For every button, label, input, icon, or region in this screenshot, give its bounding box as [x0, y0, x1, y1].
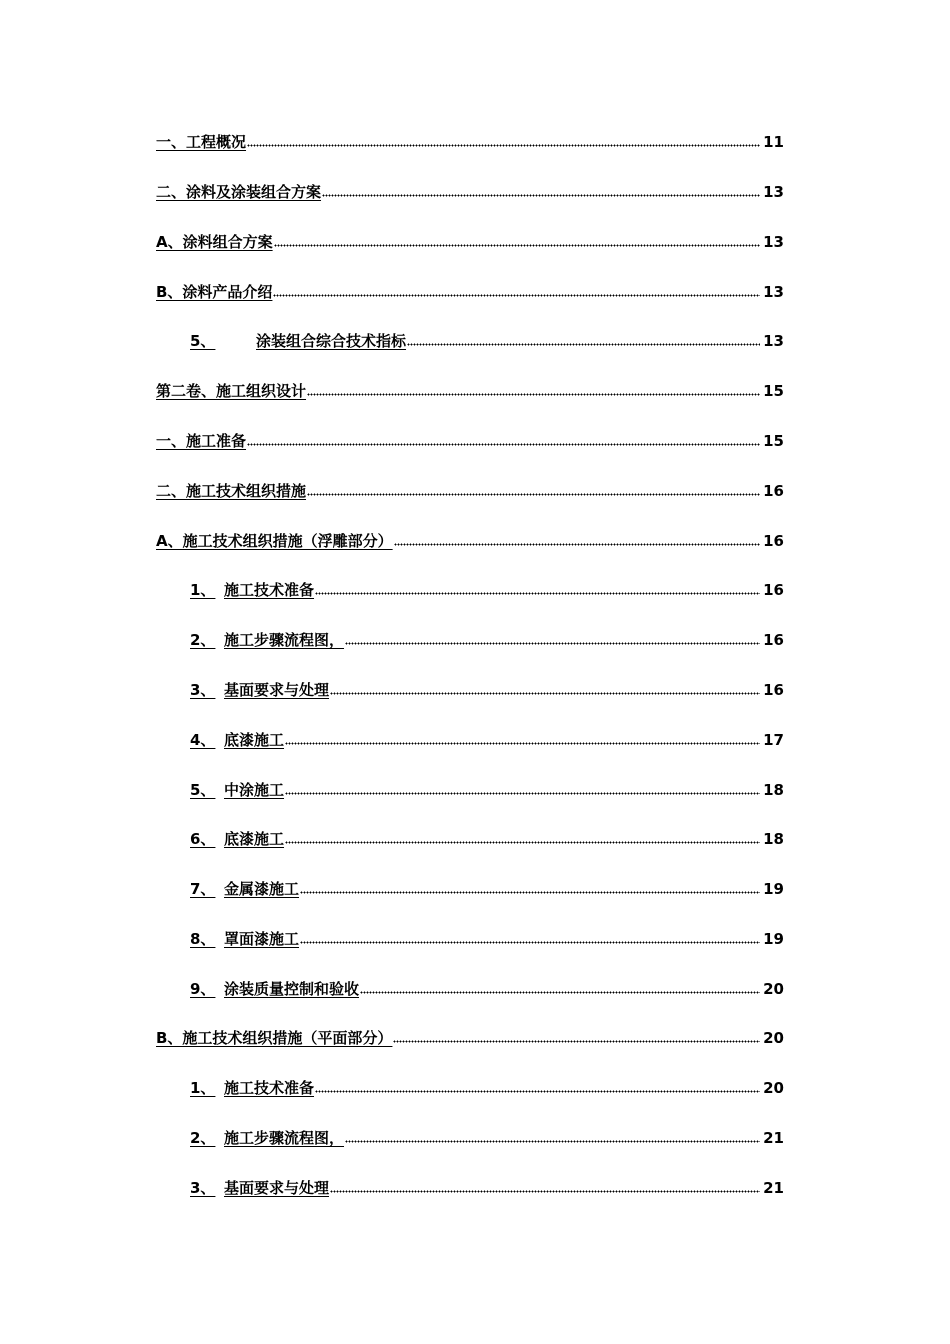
- toc-entry-title: 底漆施工: [224, 830, 285, 848]
- toc-entry-title: 涂装质量控制和验收: [224, 980, 360, 998]
- toc-entry-link[interactable]: [190, 580, 314, 600]
- toc-page-number: 20: [763, 1029, 784, 1047]
- dot-leader: [322, 182, 760, 202]
- toc-page-number: 11: [763, 133, 784, 151]
- toc-page-number: 20: [763, 1079, 784, 1097]
- toc-page-number: 13: [763, 233, 784, 251]
- toc-entry-title: 施工技术准备: [224, 581, 315, 599]
- toc-entry-number: 3、: [190, 1179, 216, 1197]
- toc-entry-relief-flowchart[interactable]: [190, 626, 784, 650]
- toc-entry-relief-measures[interactable]: [156, 527, 784, 551]
- toc-entry-link[interactable]: [190, 1128, 344, 1148]
- toc-page-number: 13: [763, 283, 784, 301]
- toc-entry-link[interactable]: [190, 829, 284, 849]
- toc-entry-relief-quality[interactable]: [190, 975, 784, 999]
- toc-entry-flat-flowchart[interactable]: [190, 1124, 784, 1148]
- toc-entry-link[interactable]: [190, 879, 299, 899]
- toc-entry-number: 5、: [190, 332, 216, 350]
- toc-entry-number: 4、: [190, 731, 216, 749]
- toc-entry-title: A、施工技术组织措施（浮雕部分）: [156, 532, 393, 550]
- toc-entry-relief-tech-prep[interactable]: [190, 576, 784, 600]
- toc-entry-link[interactable]: [156, 1028, 392, 1048]
- toc-page-number: 19: [763, 880, 784, 898]
- toc-page-number: 16: [763, 482, 784, 500]
- toc-entry-coating-combination[interactable]: [156, 228, 784, 252]
- dot-leader: [300, 879, 760, 899]
- toc-entry-product-intro[interactable]: [156, 278, 784, 302]
- toc-page-number: 16: [763, 532, 784, 550]
- toc-page-number: 16: [763, 581, 784, 599]
- toc-entry-volume-two[interactable]: [156, 377, 784, 401]
- toc-entry-title: B、涂料产品介绍: [156, 283, 273, 301]
- toc-page-number: 21: [763, 1179, 784, 1197]
- toc-entry-technical-measures[interactable]: [156, 477, 784, 501]
- toc-entry-title: 第二卷、施工组织设计: [156, 382, 307, 400]
- toc-entry-number: 1、: [190, 581, 216, 599]
- toc-page-number: 18: [763, 830, 784, 848]
- dot-leader: [345, 630, 760, 650]
- toc-page-number: 13: [763, 183, 784, 201]
- toc-entry-number: 8、: [190, 930, 216, 948]
- dot-leader: [315, 1078, 760, 1098]
- toc-entry-number: 2、: [190, 631, 216, 649]
- toc-entry-link[interactable]: [156, 481, 306, 501]
- toc-page-number: 15: [763, 432, 784, 450]
- toc-entry-number: 1、: [190, 1079, 216, 1097]
- toc-entry-link[interactable]: [156, 381, 306, 401]
- toc-entry-title: A、涂料组合方案: [156, 233, 273, 251]
- toc-page-number: 13: [763, 332, 784, 350]
- toc-entry-link[interactable]: [190, 331, 406, 351]
- toc-entry-title: 基面要求与处理: [224, 681, 330, 699]
- toc-entry-link[interactable]: [190, 1078, 314, 1098]
- toc-entry-number: 7、: [190, 880, 216, 898]
- toc-page-number: 19: [763, 930, 784, 948]
- toc-page-number: 17: [763, 731, 784, 749]
- toc-entry-relief-topcoat[interactable]: [190, 925, 784, 949]
- toc-entry-flat-measures[interactable]: [156, 1024, 784, 1048]
- toc-page-number: 18: [763, 781, 784, 799]
- toc-entry-title: 罩面漆施工: [224, 930, 300, 948]
- toc-entry-title: 中涂施工: [224, 781, 285, 799]
- toc-entry-title: 一、施工准备: [156, 432, 247, 450]
- toc-entry-link[interactable]: [190, 929, 299, 949]
- toc-entry-link[interactable]: [190, 1178, 329, 1198]
- toc-entry-relief-basecoat[interactable]: [190, 825, 784, 849]
- toc-entry-title: 一、工程概况: [156, 133, 247, 151]
- toc-entry-flat-tech-prep[interactable]: [190, 1074, 784, 1098]
- toc-entry-title: 施工步骤流程图，: [224, 1129, 345, 1147]
- toc-page-number: 21: [763, 1129, 784, 1147]
- dot-leader: [330, 1178, 760, 1198]
- toc-entry-relief-metallic[interactable]: [190, 875, 784, 899]
- toc-entry-link[interactable]: [190, 979, 359, 999]
- dot-leader: [247, 431, 760, 451]
- dot-leader: [307, 481, 760, 501]
- toc-entry-relief-substrate[interactable]: [190, 676, 784, 700]
- dot-leader: [285, 780, 760, 800]
- dot-leader: [330, 680, 760, 700]
- dot-leader: [393, 1028, 760, 1048]
- toc-entry-number: 2、: [190, 1129, 216, 1147]
- dot-leader: [307, 381, 760, 401]
- dot-leader: [273, 282, 760, 302]
- dot-leader: [407, 331, 760, 351]
- toc-entry-number: 6、: [190, 830, 216, 848]
- dot-leader: [345, 1128, 760, 1148]
- toc-entry-title: 基面要求与处理: [224, 1179, 330, 1197]
- toc-entry-title: 二、施工技术组织措施: [156, 482, 307, 500]
- toc-entry-construction-prep[interactable]: [156, 427, 784, 451]
- toc-entry-flat-substrate[interactable]: [190, 1174, 784, 1198]
- toc-entry-link[interactable]: [190, 730, 284, 750]
- dot-leader: [247, 132, 760, 152]
- toc-entry-link[interactable]: [156, 132, 246, 152]
- toc-entry-relief-midcoat[interactable]: [190, 776, 784, 800]
- toc-entry-link[interactable]: [156, 431, 246, 451]
- toc-entry-link[interactable]: [156, 232, 273, 252]
- toc-entry-link[interactable]: [156, 282, 272, 302]
- toc-entry-link[interactable]: [190, 780, 284, 800]
- toc-entry-project-overview[interactable]: [156, 128, 784, 152]
- toc-entry-title: 底漆施工: [224, 731, 285, 749]
- toc-entry-number: 3、: [190, 681, 216, 699]
- toc-entry-relief-primer[interactable]: [190, 726, 784, 750]
- dot-leader: [360, 979, 760, 999]
- toc-entry-technical-indicators[interactable]: [190, 327, 784, 351]
- toc-page-number: 16: [763, 681, 784, 699]
- toc-entry-number: 9、: [190, 980, 216, 998]
- toc-entry-title: 涂装组合综合技术指标: [256, 332, 407, 350]
- toc-entry-link[interactable]: [190, 680, 329, 700]
- toc-page-number: 15: [763, 382, 784, 400]
- dot-leader: [274, 232, 761, 252]
- toc-entry-link[interactable]: [190, 630, 344, 650]
- toc-entry-number: 5、: [190, 781, 216, 799]
- toc-entry-title: B、施工技术组织措施（平面部分）: [156, 1029, 393, 1047]
- toc-entry-title: 金属漆施工: [224, 880, 300, 898]
- toc-entry-title: 施工步骤流程图，: [224, 631, 345, 649]
- dot-leader: [394, 531, 761, 551]
- toc-page-number: 20: [763, 980, 784, 998]
- toc-entry-coating-scheme[interactable]: [156, 178, 784, 202]
- dot-leader: [300, 929, 760, 949]
- dot-leader: [315, 580, 760, 600]
- toc-entry-link[interactable]: [156, 531, 393, 551]
- dot-leader: [285, 829, 760, 849]
- toc-entry-title: 二、涂料及涂装组合方案: [156, 183, 322, 201]
- toc-entry-title: 施工技术准备: [224, 1079, 315, 1097]
- dot-leader: [285, 730, 760, 750]
- toc-page-number: 16: [763, 631, 784, 649]
- toc-entry-link[interactable]: [156, 182, 321, 202]
